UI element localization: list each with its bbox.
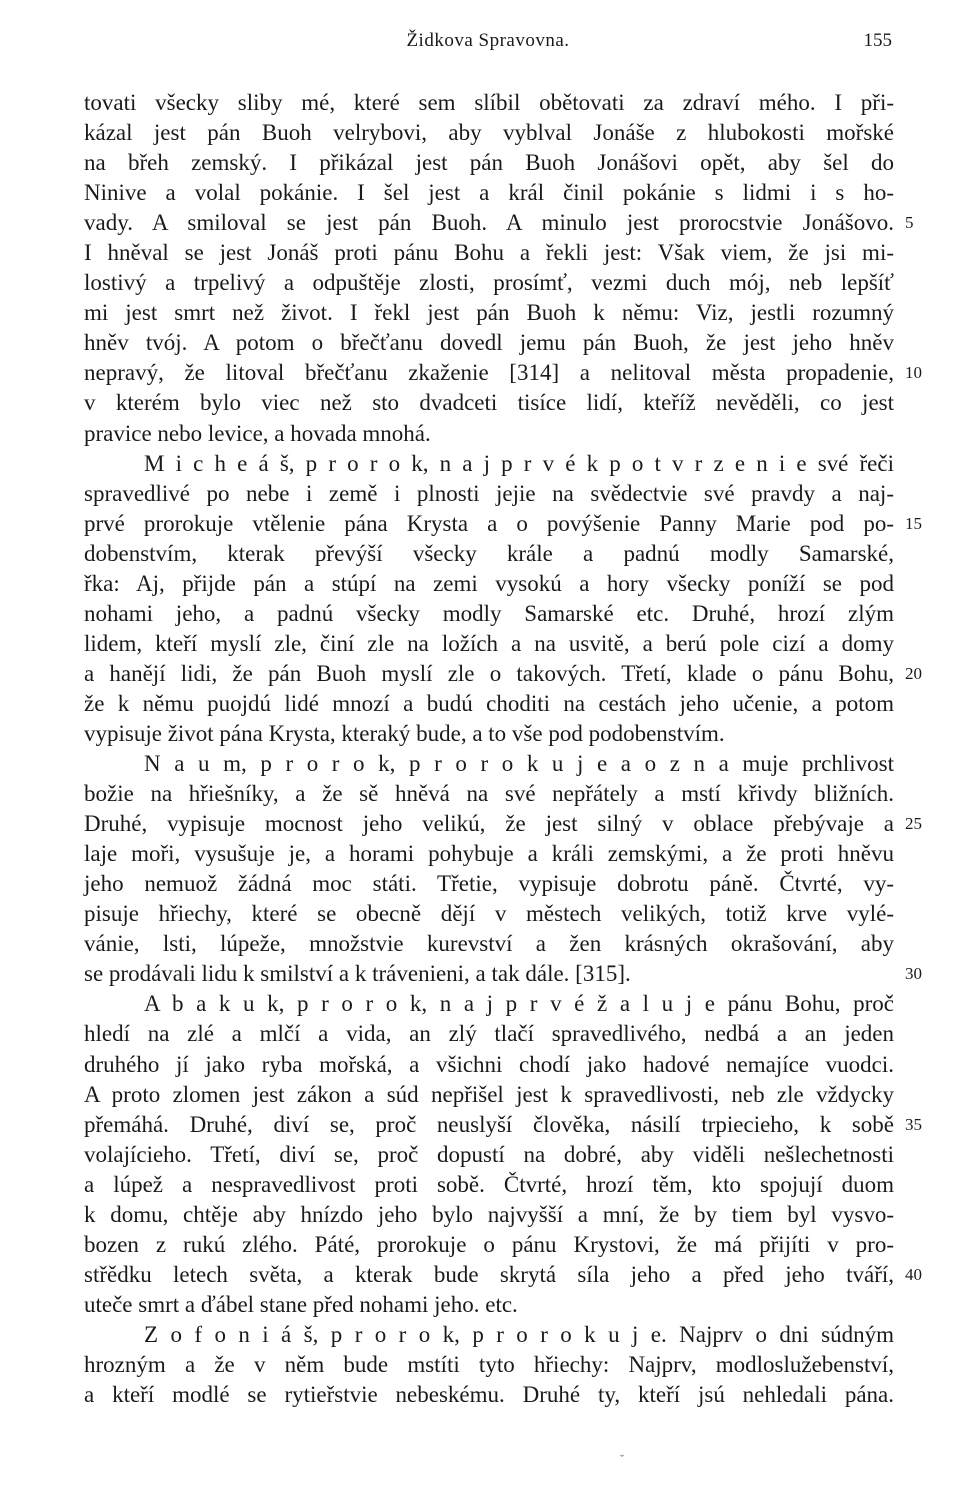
text-line — [84, 1290, 894, 1320]
line-text: vady. A smiloval se jest pán Buoh. A minulo jest prorocstvie Jonášovo. — [84, 210, 894, 236]
text-line — [84, 839, 894, 869]
running-title: Židkova Spravovna. — [406, 30, 570, 51]
text-line — [84, 629, 894, 659]
text-line — [84, 479, 894, 509]
text-line — [84, 388, 894, 418]
footer-mark: ˇ — [620, 1452, 624, 1466]
text-line — [84, 1230, 894, 1260]
line-number: 15 — [905, 513, 922, 533]
text-line — [84, 208, 914, 238]
text-line — [84, 1380, 894, 1410]
text-line — [84, 1350, 894, 1380]
line-text: N a u m, p r o r o k, p r o r o k u j e a o z n a muje prchlivost — [144, 751, 894, 777]
text-line — [84, 178, 894, 208]
text-line — [84, 88, 894, 118]
text-line — [84, 659, 922, 689]
line-text: M i c h e á š, p r o r o k, n a j p r v é k p o t v r z e n i e své řeči — [144, 450, 894, 476]
text-line — [84, 989, 894, 1019]
text-line — [84, 809, 922, 839]
line-text: střědku letech světa, a kterak bude skrytá síla jeho a před jeho tváří, — [84, 1261, 894, 1287]
text-line — [84, 1170, 894, 1200]
line-text: A proto zlomen jest zákon a súd nepřišel jest k spravedlivosti, neb zle vždycky — [84, 1081, 894, 1107]
text-line — [84, 1140, 894, 1170]
text-line — [84, 1110, 922, 1140]
line-text: řka: Aj, přijde pán a stúpí na zemi vysokú a hory všecky poníží se pod — [84, 570, 894, 596]
line-number: 30 — [905, 964, 922, 984]
text-line — [84, 719, 894, 749]
line-number: 25 — [905, 814, 922, 834]
line-text: bozen z rukú zlého. Páté, prorokuje o pánu Krystovi, že má přijíti v pro- — [84, 1231, 894, 1257]
text-line — [84, 749, 894, 779]
text-line — [84, 1320, 894, 1350]
line-number: 10 — [905, 363, 922, 383]
text-line — [84, 1260, 922, 1290]
text-line — [84, 899, 894, 929]
line-text: a lúpež a nespravedlivost proti sobě. Čtvrté, hrozí těm, kto spojují duom — [84, 1171, 894, 1197]
line-number: 20 — [905, 663, 922, 683]
line-text: Z o f o n i á š, p r o r o k, p r o r o k u j e. Najprv o dni súdným — [144, 1321, 894, 1347]
line-text: nohami jeho, a padnú všecky modly Samarské etc. Druhé, hrozí zlým — [84, 600, 894, 626]
page-number: 155 — [863, 30, 892, 51]
text-line — [84, 509, 922, 539]
text-line — [84, 1200, 894, 1230]
line-text: hledí na zlé a mlčí a vida, an zlý tlačí spravedlivého, nedbá a an jeden — [84, 1021, 894, 1047]
line-text: a kteří modlé se rytieřstvie nebeskému. Druhé ty, kteří jsú nehledali pána. — [84, 1382, 894, 1408]
line-text: že k němu puojdú lidé mnozí a budú choditi na cestách jeho učenie, a potom — [84, 690, 894, 716]
text-body — [84, 88, 922, 1410]
line-text: dobenstvím, kterak převýší všecky krále a padnú modly Samarské, — [84, 540, 894, 566]
text-line — [84, 419, 894, 449]
text-line — [84, 539, 894, 569]
line-text: jeho nemuož žádná moc státi. Třetie, vypisuje dobrotu páně. Čtvrté, vy- — [84, 871, 894, 897]
line-text: vánie, lsti, lúpeže, množstvie kurevství a žen krásných okrašování, aby — [84, 931, 894, 957]
text-line — [84, 358, 922, 388]
text-line — [84, 869, 894, 899]
text-line — [84, 689, 894, 719]
line-text: laje moři, vysušuje je, a horami pohybuje a králi zemskými, a že proti hněvu — [84, 841, 894, 867]
line-text: vypisuje život pána Krysta, kteraký bude, a to vše pod podobenstvím. — [84, 720, 725, 746]
line-text: volajícieho. Třetí, diví se, proč dopustí na dobré, aby viděli nešlechetnosti — [84, 1141, 894, 1167]
line-text: Druhé, vypisuje mocnost jeho velikú, že jest silný v oblace přebývaje a — [84, 811, 894, 837]
text-line — [84, 328, 894, 358]
line-text: prvé prorokuje vtělenie pána Krysta a o povýšenie Panny Marie pod po- — [84, 510, 894, 536]
line-text: se prodávali lidu k smilství a k trávenieni, a tak dále. [315]. — [84, 961, 631, 987]
text-line — [84, 449, 894, 479]
line-text: kázal jest pán Buoh velrybovi, aby vyblval Jonáše z hlubokosti mořské — [84, 120, 894, 146]
text-line — [84, 929, 894, 959]
text-line — [84, 148, 894, 178]
line-text: A b a k u k, p r o r o k, n a j p r v é ž a l u j e pánu Bohu, proč — [144, 991, 894, 1017]
line-text: nepravý, že litoval břečťanu zkaženie [314] a nelitoval města propadenie, — [84, 360, 894, 386]
line-text: lidem, kteří myslí zle, činí zle na ložích a na usvitě, a berú pole cizí a domy — [84, 630, 894, 656]
line-number: 40 — [905, 1264, 922, 1284]
line-text: v kterém bylo viec než sto dvadceti tisíce lidí, kteříž nevěděli, co jest — [84, 390, 894, 416]
text-line — [84, 1019, 894, 1049]
line-text: lostivý a trpelivý a odpuštěje zlosti, prosímť, vezmi duch mój, neb lepšíť — [84, 270, 894, 296]
line-text: hrozným a že v něm bude mstíti tyto hřiechy: Najprv, modloslužebenství, — [84, 1351, 894, 1377]
text-line — [84, 1050, 894, 1080]
page-header — [84, 30, 892, 54]
line-text: druhého jí jako ryba mořská, a všichni chodí jako hadové nemajíce vuodci. — [84, 1051, 894, 1077]
line-text: na břeh zemský. I přikázal jest pán Buoh Jonášovi opět, aby šel do — [84, 150, 894, 176]
line-text: spravedlivé po nebe i země i plnosti jejie na svědectvie své pravdy a naj- — [84, 480, 894, 506]
line-text: pisuje hřiechy, které se obecně dějí v městech velikých, totiž krve vylé- — [84, 901, 894, 927]
text-line — [84, 959, 922, 989]
line-number: 5 — [905, 213, 914, 233]
line-text: božie na hřiešníky, a že sě hněvá na své nepřátely a mstí křivdy bližních. — [84, 781, 894, 807]
line-text: a hanějí lidi, že pán Buoh myslí zle o takových. Třetí, klade o pánu Bohu, — [84, 660, 894, 686]
line-text: uteče smrt a ďábel stane před nohami jeho. etc. — [84, 1291, 518, 1317]
line-text: pravice nebo levice, a hovada mnohá. — [84, 420, 431, 446]
line-text: mi jest smrt než život. I řekl jest pán Buoh k němu: Viz, jestli rozumný — [84, 300, 894, 326]
line-text: I hněval se jest Jonáš proti pánu Bohu a řekli jest: Však viem, že jsi mi- — [84, 240, 894, 266]
line-text: hněv tvój. A potom o břečťanu dovedl jemu pán Buoh, že jest jeho hněv — [84, 330, 894, 356]
text-line — [84, 298, 894, 328]
line-text: přemáhá. Druhé, diví se, proč neuslyší člověka, násilí trpiecieho, k sobě — [84, 1111, 894, 1137]
line-text: tovati všecky sliby mé, které sem slíbil obětovati za zdraví mého. I při- — [84, 90, 894, 115]
text-line — [84, 569, 894, 599]
text-line — [84, 1080, 894, 1110]
text-line — [84, 599, 894, 629]
text-line — [84, 268, 894, 298]
line-text: Ninive a volal pokánie. I šel jest a král činil pokánie s lidmi i s ho- — [84, 180, 894, 206]
line-number: 35 — [905, 1114, 922, 1134]
text-line — [84, 238, 894, 268]
line-text: k domu, chtěje aby hnízdo jeho bylo najvyšší a mní, že by tiem byl vysvo- — [84, 1201, 894, 1227]
text-line — [84, 779, 894, 809]
text-line — [84, 118, 894, 148]
